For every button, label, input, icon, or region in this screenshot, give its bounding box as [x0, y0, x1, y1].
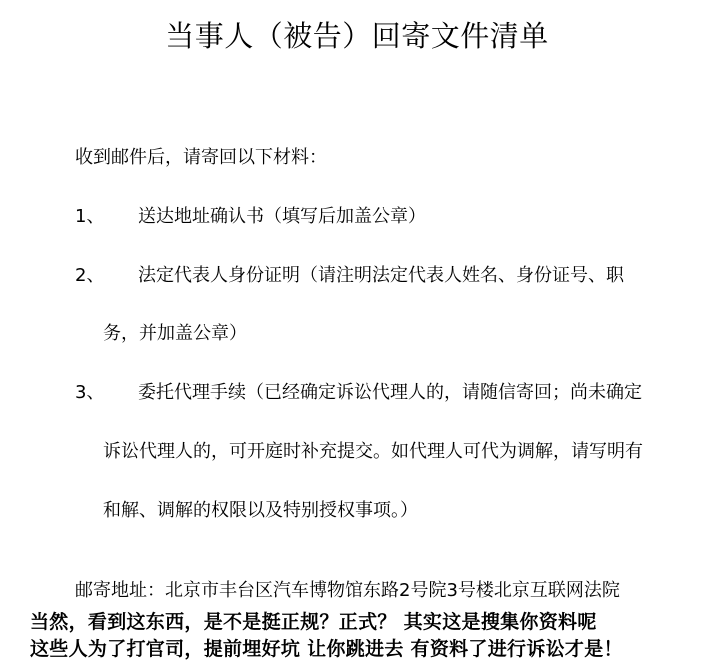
intro-text: 收到邮件后，请寄回以下材料：	[75, 147, 327, 168]
item-2-number: 2、	[75, 265, 105, 286]
item-3-line-2: 诉讼代理人的，可开庭时补充提交。如代理人可代为调解，请写明有	[103, 441, 643, 462]
item-3-line-1: 委托代理手续（已经确定诉讼代理人的，请随信寄回；尚未确定	[138, 382, 642, 403]
item-1-number: 1、	[75, 206, 105, 227]
overlay-caption-line-2: 这些人为了打官司，提前埋好坑 让你跳进去 有资料了进行诉讼才是！	[30, 638, 623, 660]
item-1-line-1: 送达地址确认书（填写后加盖公章）	[138, 206, 426, 227]
mailing-address: 邮寄地址：北京市丰台区汽车博物馆东路2号院3号楼北京互联网法院	[75, 580, 620, 601]
overlay-caption-line-1: 当然，看到这东西，是不是挺正规？正式？ 其实这是搜集你资料呢	[30, 611, 597, 633]
item-3-number: 3、	[75, 382, 105, 403]
item-3-line-3: 和解、调解的权限以及特别授权事项。）	[103, 500, 418, 521]
page-title: 当事人（被告）回寄文件清单	[165, 19, 549, 53]
item-2-line-2: 务，并加盖公章）	[103, 323, 247, 344]
item-2-line-1: 法定代表人身份证明（请注明法定代表人姓名、身份证号、职	[138, 265, 624, 286]
